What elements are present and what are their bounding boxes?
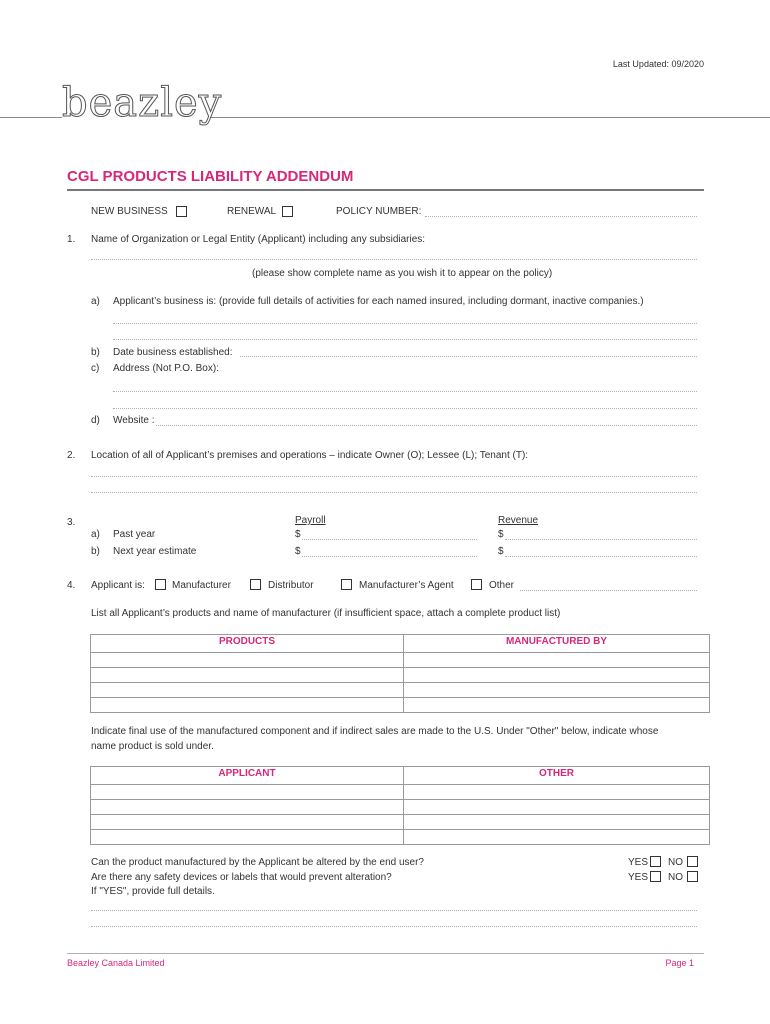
revenue-next-field[interactable] [505, 556, 697, 557]
table-row [91, 785, 710, 800]
payroll-past-currency: $ [295, 529, 301, 540]
table-row [91, 698, 710, 713]
table-row [91, 653, 710, 668]
products-table [90, 634, 710, 713]
renewal-label: RENEWAL [227, 206, 277, 217]
policy-number-label: POLICY NUMBER: [336, 206, 422, 217]
other-type-field[interactable] [520, 590, 697, 591]
footer-company: Beazley Canada Limited [67, 958, 165, 968]
table-row [91, 830, 710, 845]
safety-question: Are there any safety devices or labels that would prevent alteration? [91, 872, 392, 883]
other-checkbox[interactable] [471, 579, 482, 590]
applicant-cell[interactable] [91, 785, 404, 800]
if-yes-instructions: If "YES", provide full details. [91, 886, 215, 897]
applicant-header: APPLICANT [91, 767, 404, 785]
revenue-header: Revenue [498, 515, 539, 526]
altered-no-label: NO [668, 857, 683, 868]
manufacturer-label: Manufacturer [172, 580, 231, 591]
business-description-field-2[interactable] [113, 339, 697, 340]
distributor-checkbox[interactable] [250, 579, 261, 590]
revenue-past-currency: $ [498, 529, 504, 540]
q3a-letter: a) [91, 529, 100, 540]
beazley-logo [0, 80, 770, 134]
agent-checkbox[interactable] [341, 579, 352, 590]
safety-yes-checkbox[interactable] [650, 871, 661, 882]
q1c-text: Address (Not P.O. Box): [113, 363, 219, 374]
renewal-checkbox[interactable] [282, 206, 293, 217]
new-business-checkbox[interactable] [176, 206, 187, 217]
website-field[interactable] [156, 425, 697, 426]
title-rule [67, 189, 704, 191]
applicant-cell[interactable] [91, 830, 404, 845]
other-cell[interactable] [404, 800, 710, 815]
manufacturer-cell[interactable] [404, 683, 710, 698]
q1d-letter: d) [91, 415, 100, 426]
payroll-next-field[interactable] [302, 556, 477, 557]
q3b-text: Next year estimate [113, 546, 197, 557]
address-field-1[interactable] [113, 391, 697, 392]
table-row [91, 683, 710, 698]
address-field-2[interactable] [113, 408, 697, 409]
applicant-name-field[interactable] [91, 259, 697, 260]
q3a-text: Past year [113, 529, 156, 540]
premises-field-2[interactable] [91, 492, 697, 493]
safety-no-label: NO [668, 872, 683, 883]
footer-rule [67, 953, 704, 954]
product-list-instructions: List all Applicant’s products and name of manufacturer (if insufficient space, attach a complete product list) [91, 608, 561, 619]
product-cell[interactable] [91, 683, 404, 698]
safety-yes-label: YES [628, 872, 649, 883]
q1a-letter: a) [91, 296, 100, 307]
policy-number-field[interactable] [425, 216, 697, 217]
q1c-letter: c) [91, 363, 100, 374]
other-cell[interactable] [404, 830, 710, 845]
manufacturer-cell[interactable] [404, 698, 710, 713]
altered-yes-label: YES [628, 857, 649, 868]
product-cell[interactable] [91, 698, 404, 713]
q4-number: 4. [67, 580, 76, 591]
q2-number: 2. [67, 450, 76, 461]
premises-field-1[interactable] [91, 476, 697, 477]
date-established-field[interactable] [240, 356, 697, 357]
q2-text: Location of all of Applicant’s premises and operations – indicate Owner (O); Lessee (L); Tenant (T): [91, 450, 529, 461]
q1-number: 1. [67, 234, 76, 245]
q1b-letter: b) [91, 347, 100, 358]
new-business-label: NEW BUSINESS [91, 206, 168, 217]
manufactured-by-header: MANUFACTURED BY [404, 635, 710, 653]
other-label: Other [489, 580, 515, 591]
details-field-1[interactable] [91, 910, 697, 911]
other-cell[interactable] [404, 785, 710, 800]
details-field-2[interactable] [91, 926, 697, 927]
q1d-text: Website : [113, 415, 155, 426]
q1-note: (please show complete name as you wish it to appear on the policy) [252, 268, 553, 279]
page-title: CGL PRODUCTS LIABILITY ADDENDUM [67, 168, 354, 185]
q3b-letter: b) [91, 546, 100, 557]
final-use-line-1: Indicate final use of the manufactured component and if indirect sales are made to the U.S. Under "Other" below, indicate whose [91, 726, 659, 737]
table-row [91, 815, 710, 830]
applicant-cell[interactable] [91, 815, 404, 830]
payroll-next-currency: $ [295, 546, 301, 557]
safety-no-checkbox[interactable] [687, 871, 698, 882]
payroll-header: Payroll [295, 515, 326, 526]
distributor-label: Distributor [268, 580, 314, 591]
logo-wordmark: beazley [62, 80, 223, 126]
product-cell[interactable] [91, 668, 404, 683]
final-use-line-2: name product is sold under. [91, 741, 214, 752]
manufacturer-checkbox[interactable] [155, 579, 166, 590]
q1a-text: Applicant’s business is: (provide full details of activities for each named insured, including dormant, inactive companies.) [113, 296, 644, 307]
manufacturer-cell[interactable] [404, 653, 710, 668]
table-row [91, 800, 710, 815]
altered-yes-checkbox[interactable] [650, 856, 661, 867]
agent-label: Manufacturer’s Agent [359, 580, 454, 591]
revenue-past-field[interactable] [505, 539, 697, 540]
last-updated: Last Updated: 09/2020 [612, 59, 704, 69]
products-header: PRODUCTS [91, 635, 404, 653]
q3-number: 3. [67, 517, 76, 528]
other-cell[interactable] [404, 815, 710, 830]
product-cell[interactable] [91, 653, 404, 668]
manufacturer-cell[interactable] [404, 668, 710, 683]
footer-page: Page 1 [665, 958, 694, 968]
final-use-table [90, 766, 710, 845]
table-row [91, 668, 710, 683]
other-header: OTHER [404, 767, 710, 785]
applicant-cell[interactable] [91, 800, 404, 815]
applicant-is-label: Applicant is: [91, 580, 145, 591]
q1b-text: Date business established: [113, 347, 233, 358]
business-description-field-1[interactable] [113, 323, 697, 324]
payroll-past-field[interactable] [302, 539, 477, 540]
q1-text: Name of Organization or Legal Entity (Applicant) including any subsidiaries: [91, 234, 426, 245]
revenue-next-currency: $ [498, 546, 504, 557]
altered-question: Can the product manufactured by the Applicant be altered by the end user? [91, 857, 424, 868]
altered-no-checkbox[interactable] [687, 856, 698, 867]
